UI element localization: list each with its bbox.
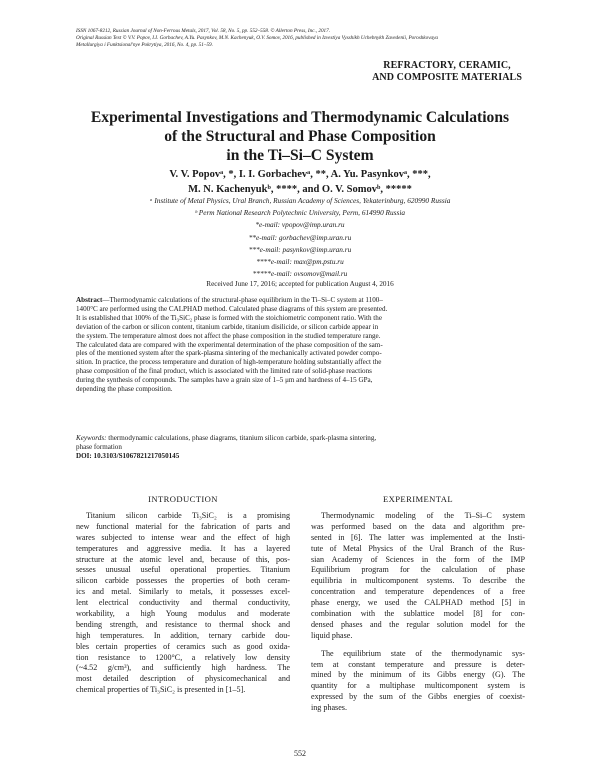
abstract-line: —Thermodynamic calculations of the structural-phase equilibrium in the Ti–Si–C system at 1100– [102,296,383,304]
abstract-line: ples of the mentioned system after the spark-plasma sintering of the mechanically activated powder compo- [76,349,382,358]
journal-header [76,28,526,49]
abstract-line: deviation of the carbon or silicon content, titanium carbide, titanium disilicide, or silicon carbide appear in [76,322,379,331]
body-line: quantity for a multiphase multicomponent system is [311,681,525,691]
journal-header-line: Metallurgiya i Funktsional'nye Pokrytiya, 2016, No. 4, pp. 51–59. [76,42,213,48]
article-title: Experimental Investigations and Thermodynamic Calculations of the Structural and Phase Composition in the Ti–Si–C System [90,109,510,164]
abstract-line: The calculated data are compared with the experimental determination of the phase composition of the sam- [76,340,383,349]
body-line: wares subjected to intense wear and the effect of high [76,532,290,542]
received-dates: Received June 17, 2016; accepted for publication August 4, 2016 [206,280,394,288]
keywords-label: Keywords: [76,434,107,442]
body-line: sesses unusual useful operational properties. Titanium [76,565,290,575]
body-line: sented in [6]. The latter was implemented at the Insti- [311,532,525,542]
body-line: Titanium silicon carbide Ti₃SiC₂ is a promising [86,511,290,520]
abstract-label: Abstract [76,296,103,304]
body-line: liquid phase. [311,630,353,640]
body-line: bending strength, and resistance to thermal shock and [76,619,290,629]
body-line: ics and metal. Similarly to metals, it possesses excel- [76,587,290,597]
doi[interactable]: DOI: 10.3103/S1067821217050145 [76,452,180,461]
body-line: mined by the minimum of its Gibbs energy (G). The [311,670,525,680]
experimental-heading: EXPERIMENTAL [383,494,453,504]
email-line: ****e-mail: max@pm.pstu.ru [256,257,344,267]
body-line: most detailed description of physicomechanical and [76,674,290,684]
abstract-line: depending the phase composition. [76,385,173,394]
body-line: tion resistance to 1200°C, a relatively low density [76,652,290,662]
email-line: **e-mail: gorbachev@imp.uran.ru [248,232,352,242]
journal-header-line: ISSN 1067-8212, Russian Journal of Non-Ferrous Metals, 2017, Vol. 58, No. 5, pp. 552–558. © Allerton Press, Inc., 2017. [76,28,331,34]
body-line: Equilibrium program for the calculation of phase [311,565,525,575]
body-line: new functional material for the fabrication of parts and [76,521,290,531]
email-line: *e-mail: vpopov@imp.uran.ru [255,220,345,230]
body-line: sian Academy of Sciences in the form of the IMP [311,554,525,564]
author-list: V. V. Popovᵃ, *, I. I. Gorbachevᵃ, **, A. Yu. Pasynkovᵃ, ***, M. N. Kachenyukᵇ, ****, and O. V. Somovᵇ, ***** [169,169,431,195]
body-line: workability, a high Young modulus and moderate [76,609,290,619]
body-line: chemical properties of Ti₃SiC₂ is presented in [1–5]. [76,685,246,695]
body-line: Thermodynamic modeling of the Ti–Si–C system [321,511,525,520]
body-line: lent electrical conductivity and thermal conductivity, [76,598,290,608]
introduction-heading: INTRODUCTION [148,494,218,504]
body-line: densed phases and the regular solution model for the [311,619,525,629]
experimental-column [311,511,525,714]
body-line: concentration and temperature dependences of a free [311,587,525,597]
body-line: (~4.52 g/cm³), and sufficiently high hardness. The [76,663,290,673]
abstract-line: during the synthesis of compounds. The samples have a grain size of 1–5 μm and hardness of 4–15 GPa, [76,376,373,385]
abstract-line: 1400°C are performed using the CALPHAD method. Calculated phase diagrams of this system are presented. [76,304,388,313]
body-line: The equilibrium state of the thermodynamic sys- [321,648,525,658]
body-line: structure at the atomic level and, because of this, pos- [76,554,290,564]
body-line: combination with the sublattice model [8] for con- [311,609,525,619]
keywords [76,434,526,462]
section-label: REFRACTORY, CERAMIC, AND COMPOSITE MATERIALS [372,60,522,83]
journal-header-line: Original Russian Text © V.V. Popov, I.I. Gorbachev, A.Yu. Pasynkov, M.N. Kachenyuk, O.V. Somov, 2016, published in Izvestiya Vysshikh Uchebnykh Zavedenii, Poroshkovaya [76,35,439,41]
abstract-line: phase composition of the final product, which is associated with the limited rate of solid-phase reactions [76,367,372,376]
keywords-text: phase formation [76,443,122,452]
affiliation-line: ᵇ Perm National Research Polytechnic University, Perm, 614990 Russia [194,208,406,218]
email-line: *****e-mail: ovsomov@mail.ru [252,269,348,279]
body-line: expressed by the sum of the Gibbs energies of coexist- [311,692,525,702]
body-line: high temperatures. In addition, ternary carbide dou- [76,630,290,640]
abstract-line: sition. In practice, the process temperature and duration of high-temperature holding substantially affect the [76,358,382,367]
keywords-text: thermodynamic calculations, phase diagrams, titanium silicon carbide, spark-plasma sintering, [106,434,377,442]
body-line: tute of Metal Physics of the Ural Branch of the Rus- [311,543,525,553]
abstract-line: the system. The temperature almost does not affect the phase composition in the studied temperature range. [76,331,381,340]
abstract [76,296,526,394]
affiliation-line: ᵃ Institute of Metal Physics, Ural Branch, Russian Academy of Sciences, Yekaterinburg, 620990 Russia [149,196,451,205]
page-number: 552 [294,749,306,758]
body-line: phase energy, we used the CALPHAD method [5] in [311,598,525,608]
body-line: temperatures and aggressive media. It has a layered [76,543,290,553]
body-line: was performed based on the data and algorithm pre- [311,521,525,531]
body-line: tem at constant temperature and pressure is deter- [311,659,525,669]
introduction-column [76,511,290,696]
affiliations [70,195,530,280]
body-line: equilibria in multicomponent systems. To describe the [311,576,525,586]
body-line: bles certain properties of ceramics such as good oxida- [76,641,290,651]
body-line: ing phases. [311,703,347,713]
email-line: ***e-mail: pasynkov@imp.uran.ru [248,244,352,254]
body-line: silicon carbide possesses the properties of both ceram- [76,576,290,586]
abstract-line: It is established that 100% of the Ti₃SiC₂ phase is formed with the stoichiometric component ratio. With the [76,313,382,322]
